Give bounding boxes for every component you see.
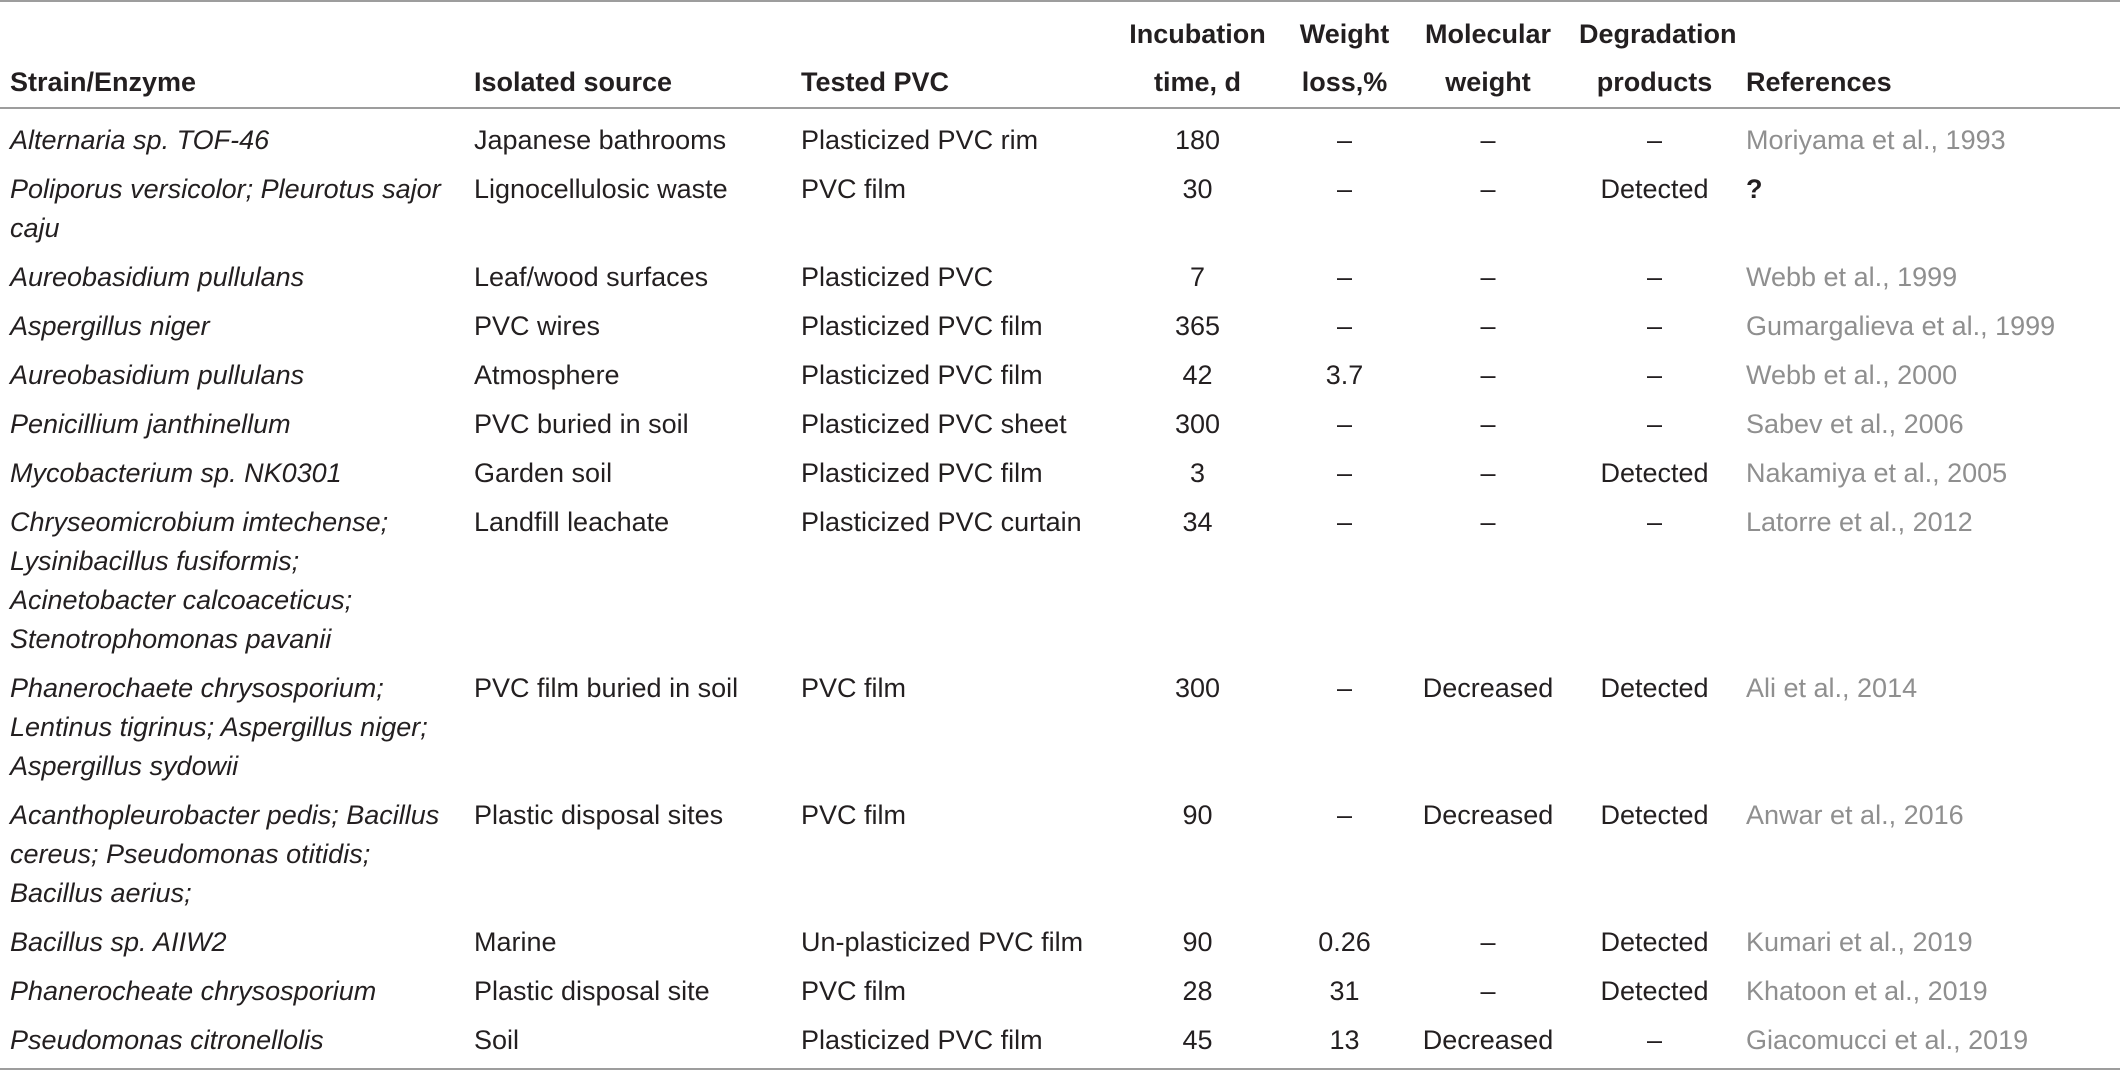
cell-tested-pvc: Plasticized PVC curtain: [801, 507, 1082, 537]
cell-strain: Alternaria sp. TOF-46: [10, 125, 270, 155]
cell-molecular-weight: –: [1480, 174, 1496, 204]
cell-molecular-weight: –: [1480, 927, 1496, 957]
cell-weight-loss: –: [1336, 458, 1353, 488]
cell-incubation-time: 45: [1109, 1015, 1282, 1069]
cell-tested-pvc: PVC film: [801, 976, 907, 1006]
cell-incubation-time: 90: [1182, 927, 1213, 957]
cell-molecular-weight: –: [1480, 125, 1496, 155]
cell-isolated-source: Garden soil: [474, 458, 613, 488]
cell-isolated-source: PVC film buried in soil: [474, 673, 739, 703]
cell-strain: Acanthopleurobacter pedis; Bacillus cereus; Pseudomonas otitidis; Bacillus aerius;: [10, 800, 440, 908]
cell-reference[interactable]: Moriyama et al., 1993: [1746, 125, 2006, 155]
col-header-molecular-weight: Molecular weight: [1403, 1, 1569, 108]
cell-incubation-time: 300: [1174, 409, 1221, 439]
cell-incubation-time: 42: [1182, 360, 1213, 390]
cell-incubation-time: 300: [1174, 673, 1221, 703]
table-row: [0, 108, 2120, 164]
col-header-references: References: [1736, 1, 2120, 108]
cell-reference[interactable]: Khatoon et al., 2019: [1746, 976, 1988, 1006]
col-header-source: Isolated source: [464, 1, 791, 108]
cell-reference[interactable]: Gumargalieva et al., 1999: [1746, 311, 2056, 341]
cell-isolated-source: Leaf/wood surfaces: [474, 262, 709, 292]
cell-isolated-source: Landfill leachate: [474, 507, 670, 537]
cell-molecular-weight: –: [1480, 458, 1496, 488]
cell-molecular-weight: –: [1480, 311, 1496, 341]
cell-tested-pvc: Plasticized PVC: [801, 262, 994, 292]
cell-strain: Aureobasidium pullulans: [10, 262, 305, 292]
cell-isolated-source: PVC wires: [474, 311, 601, 341]
cell-tested-pvc: PVC film: [801, 673, 907, 703]
cell-degradation-products: Detected: [1600, 458, 1709, 488]
table-row: [0, 966, 2120, 1015]
cell-reference[interactable]: Webb et al., 2000: [1746, 360, 1958, 390]
cell-isolated-source: Lignocellulosic waste: [474, 174, 728, 204]
cell-degradation-products: Detected: [1600, 976, 1709, 1006]
col-header-degradation-products: Degradation products: [1569, 1, 1736, 108]
col-header-weight-loss: Weight loss,%: [1282, 1, 1403, 108]
cell-degradation-products: Detected: [1600, 673, 1709, 703]
cell-weight-loss: 31: [1329, 976, 1360, 1006]
cell-weight-loss: –: [1336, 262, 1353, 292]
cell-incubation-time: 365: [1174, 311, 1221, 341]
table-row: [0, 663, 2120, 790]
cell-degradation-products: –: [1646, 125, 1663, 155]
cell-reference[interactable]: Kumari et al., 2019: [1746, 927, 1973, 957]
cell-strain: Aureobasidium pullulans: [10, 360, 305, 390]
cell-degradation-products: Detected: [1600, 800, 1709, 830]
cell-isolated-source: Marine: [474, 927, 557, 957]
cell-strain: Penicillium janthinellum: [10, 409, 291, 439]
cell-tested-pvc: Plasticized PVC rim: [801, 125, 1039, 155]
cell-degradation-products: Detected: [1600, 927, 1709, 957]
cell-isolated-source: Japanese bathrooms: [474, 125, 727, 155]
cell-tested-pvc: Plasticized PVC film: [801, 311, 1043, 341]
cell-degradation-products: Detected: [1600, 174, 1709, 204]
cell-strain: Bacillus sp. AIIW2: [10, 927, 227, 957]
table-row: [0, 1015, 2120, 1069]
col-header-strain: Strain/Enzyme: [0, 1, 464, 108]
cell-tested-pvc: Plasticized PVC film: [801, 360, 1043, 390]
cell-incubation-time: 180: [1174, 125, 1221, 155]
cell-molecular-weight: –: [1480, 507, 1496, 537]
cell-isolated-source: Plastic disposal site: [474, 976, 710, 1006]
cell-strain: Poliporus versicolor; Pleurotus sajor caju: [10, 174, 441, 243]
cell-molecular-weight: –: [1480, 360, 1496, 390]
table-row: [0, 350, 2120, 399]
table-row: [0, 301, 2120, 350]
cell-molecular-weight: Decreased: [1422, 673, 1554, 703]
cell-molecular-weight: –: [1480, 409, 1496, 439]
cell-incubation-time: 34: [1182, 507, 1213, 537]
cell-weight-loss: 3.7: [1325, 360, 1364, 390]
table-row: [0, 448, 2120, 497]
cell-tested-pvc: PVC film: [801, 174, 907, 204]
cell-molecular-weight: –: [1480, 976, 1496, 1006]
table-row: [0, 164, 2120, 252]
cell-tested-pvc: Plasticized PVC film: [801, 458, 1043, 488]
cell-reference[interactable]: Webb et al., 1999: [1746, 262, 1958, 292]
cell-molecular-weight: Decreased: [1403, 1015, 1569, 1069]
col-header-tested-pvc: Tested PVC: [791, 1, 1109, 108]
cell-tested-pvc: PVC film: [801, 800, 907, 830]
cell-degradation-products: –: [1569, 1015, 1736, 1069]
cell-isolated-source: Atmosphere: [474, 360, 620, 390]
cell-strain: Phanerocheate chrysosporium: [10, 976, 377, 1006]
cell-weight-loss: –: [1336, 673, 1353, 703]
cell-strain: Mycobacterium sp. NK0301: [10, 458, 342, 488]
cell-incubation-time: 7: [1189, 262, 1206, 292]
cell-isolated-source: Soil: [464, 1015, 791, 1069]
cell-tested-pvc: Un-plasticized PVC film: [801, 927, 1084, 957]
cell-degradation-products: –: [1646, 409, 1663, 439]
cell-strain: Phanerochaete chrysosporium; Lentinus tigrinus; Aspergillus niger; Aspergillus sydowii: [10, 673, 428, 781]
cell-tested-pvc: Plasticized PVC film: [791, 1015, 1109, 1069]
cell-degradation-products: –: [1646, 507, 1663, 537]
cell-isolated-source: Plastic disposal sites: [474, 800, 724, 830]
cell-incubation-time: 28: [1182, 976, 1213, 1006]
table-row: [0, 917, 2120, 966]
cell-incubation-time: 3: [1189, 458, 1206, 488]
cell-reference: ?: [1746, 174, 1763, 204]
cell-reference[interactable]: Nakamiya et al., 2005: [1746, 458, 2008, 488]
cell-weight-loss: –: [1336, 800, 1353, 830]
cell-weight-loss: –: [1336, 125, 1353, 155]
cell-reference[interactable]: Giacomucci et al., 2019: [1736, 1015, 2120, 1069]
table-row: [0, 399, 2120, 448]
cell-weight-loss: 13: [1282, 1015, 1403, 1069]
table-row: [0, 497, 2120, 663]
table-row: [0, 252, 2120, 301]
cell-reference[interactable]: Anwar et al., 2016: [1746, 800, 1964, 830]
cell-molecular-weight: Decreased: [1422, 800, 1554, 830]
cell-strain: Aspergillus niger: [10, 311, 210, 341]
cell-incubation-time: 30: [1182, 174, 1213, 204]
cell-strain: Pseudomonas citronellolis: [0, 1015, 464, 1069]
cell-strain: Chryseomicrobium imtechense; Lysinibacillus fusiformis; Acinetobacter calcoaceticus; Stenotrophomonas pavanii: [10, 507, 389, 654]
cell-weight-loss: –: [1336, 507, 1353, 537]
cell-weight-loss: –: [1336, 174, 1353, 204]
cell-incubation-time: 90: [1182, 800, 1213, 830]
cell-weight-loss: 0.26: [1318, 927, 1371, 957]
cell-degradation-products: –: [1646, 360, 1663, 390]
header-row: [0, 1, 2120, 108]
cell-molecular-weight: –: [1480, 262, 1496, 292]
cell-weight-loss: –: [1336, 311, 1353, 341]
table-body: [0, 108, 2120, 1069]
cell-tested-pvc: Plasticized PVC sheet: [801, 409, 1067, 439]
cell-reference[interactable]: Latorre et al., 2012: [1746, 507, 1973, 537]
cell-weight-loss: –: [1336, 409, 1353, 439]
table-row: [0, 790, 2120, 917]
cell-isolated-source: PVC buried in soil: [474, 409, 689, 439]
cell-reference[interactable]: Sabev et al., 2006: [1746, 409, 1964, 439]
col-header-incubation-time: Incubation time, d: [1109, 1, 1282, 108]
cell-degradation-products: –: [1646, 262, 1663, 292]
cell-reference[interactable]: Ali et al., 2014: [1746, 673, 1918, 703]
cell-degradation-products: –: [1646, 311, 1663, 341]
